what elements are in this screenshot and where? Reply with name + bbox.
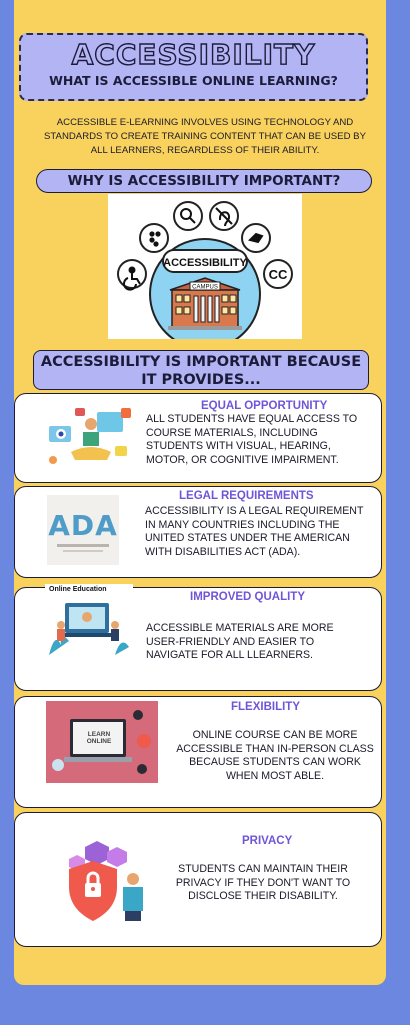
online-education-label: Online Education	[45, 584, 133, 595]
card-body: ALL STUDENTS HAVE EQUAL ACCESS TO COURSE MATERIALS, INCLUDING STUDENTS WITH VISUAL, HEARING, MOTOR, OR COGNITIVE IMPAIRMENT.	[146, 413, 358, 466]
card-body: ONLINE COURSE CAN BE MORE ACCESSIBLE THAN IN-PERSON CLASS BECAUSE STUDENTS CAN WORK WHEN MOST ABLE.	[176, 729, 374, 782]
accessibility-campus-illustration	[108, 194, 302, 339]
ada-logo-text: ADA	[48, 509, 118, 542]
braille-icon	[140, 224, 168, 252]
privacy-shield-illustration	[59, 839, 155, 927]
card-privacy	[14, 812, 382, 947]
why-heading: WHY IS ACCESSIBILITY IMPORTANT?	[36, 169, 372, 193]
card-title: IMPROVED QUALITY	[190, 591, 306, 603]
card-body: ACCESSIBILITY IS A LEGAL REQUIREMENT IN MANY COUNTRIES INCLUDING THE UNITED STATES UNDER THE AMERICAN WITH DISABILITIES ACT (ADA).	[145, 505, 364, 558]
card-body: STUDENTS CAN MAINTAIN THEIR PRIVACY IF THEY DON'T WANT TO DISCLOSE THEIR DISABILITY.	[175, 863, 351, 903]
page-title: ACCESSIBILITY	[71, 38, 316, 71]
campus-sign: CAMPUS	[192, 284, 218, 291]
card-body: ACCESSIBLE MATERIALS ARE MORE USER-FRIENDLY AND EASIER TO NAVIGATE FOR ALL LLEARNERS.	[146, 622, 334, 662]
card-improved-quality	[14, 587, 382, 691]
card-flexibility	[14, 696, 382, 808]
online-education-illustration	[45, 584, 133, 656]
card-legal-requirements	[14, 486, 382, 578]
magnifier-icon	[174, 202, 202, 230]
accessibility-label: ACCESSIBILITY	[163, 257, 247, 269]
ada-illustration	[47, 495, 119, 565]
card-title: FLEXIBILITY	[231, 701, 300, 713]
title-banner	[19, 33, 368, 101]
learn-online-illustration	[46, 701, 158, 787]
card-title: PRIVACY	[242, 835, 293, 847]
card-title: LEGAL REQUIREMENTS	[179, 490, 314, 502]
cc-text: CC	[268, 267, 288, 282]
equal-opportunity-illustration	[45, 406, 137, 474]
card-title: EQUAL OPPORTUNITY	[201, 400, 328, 412]
page-subtitle: WHAT IS ACCESSIBLE ONLINE LEARNING?	[49, 73, 338, 88]
learn-online-text: LEARN ONLINE	[86, 731, 112, 745]
card-equal-opportunity	[14, 393, 382, 483]
because-heading: ACCESSIBILITY IS IMPORTANT BECAUSE IT PROVIDES...	[33, 350, 369, 390]
intro-text: ACCESSIBLE E-LEARNING INVOLVES USING TECHNOLOGY AND STANDARDS TO CREATE TRAINING CONTENT THAT CAN BE USED BY ALL LEARNERS, REGARDLESS OF THEIR ABILITY.	[44, 117, 366, 156]
